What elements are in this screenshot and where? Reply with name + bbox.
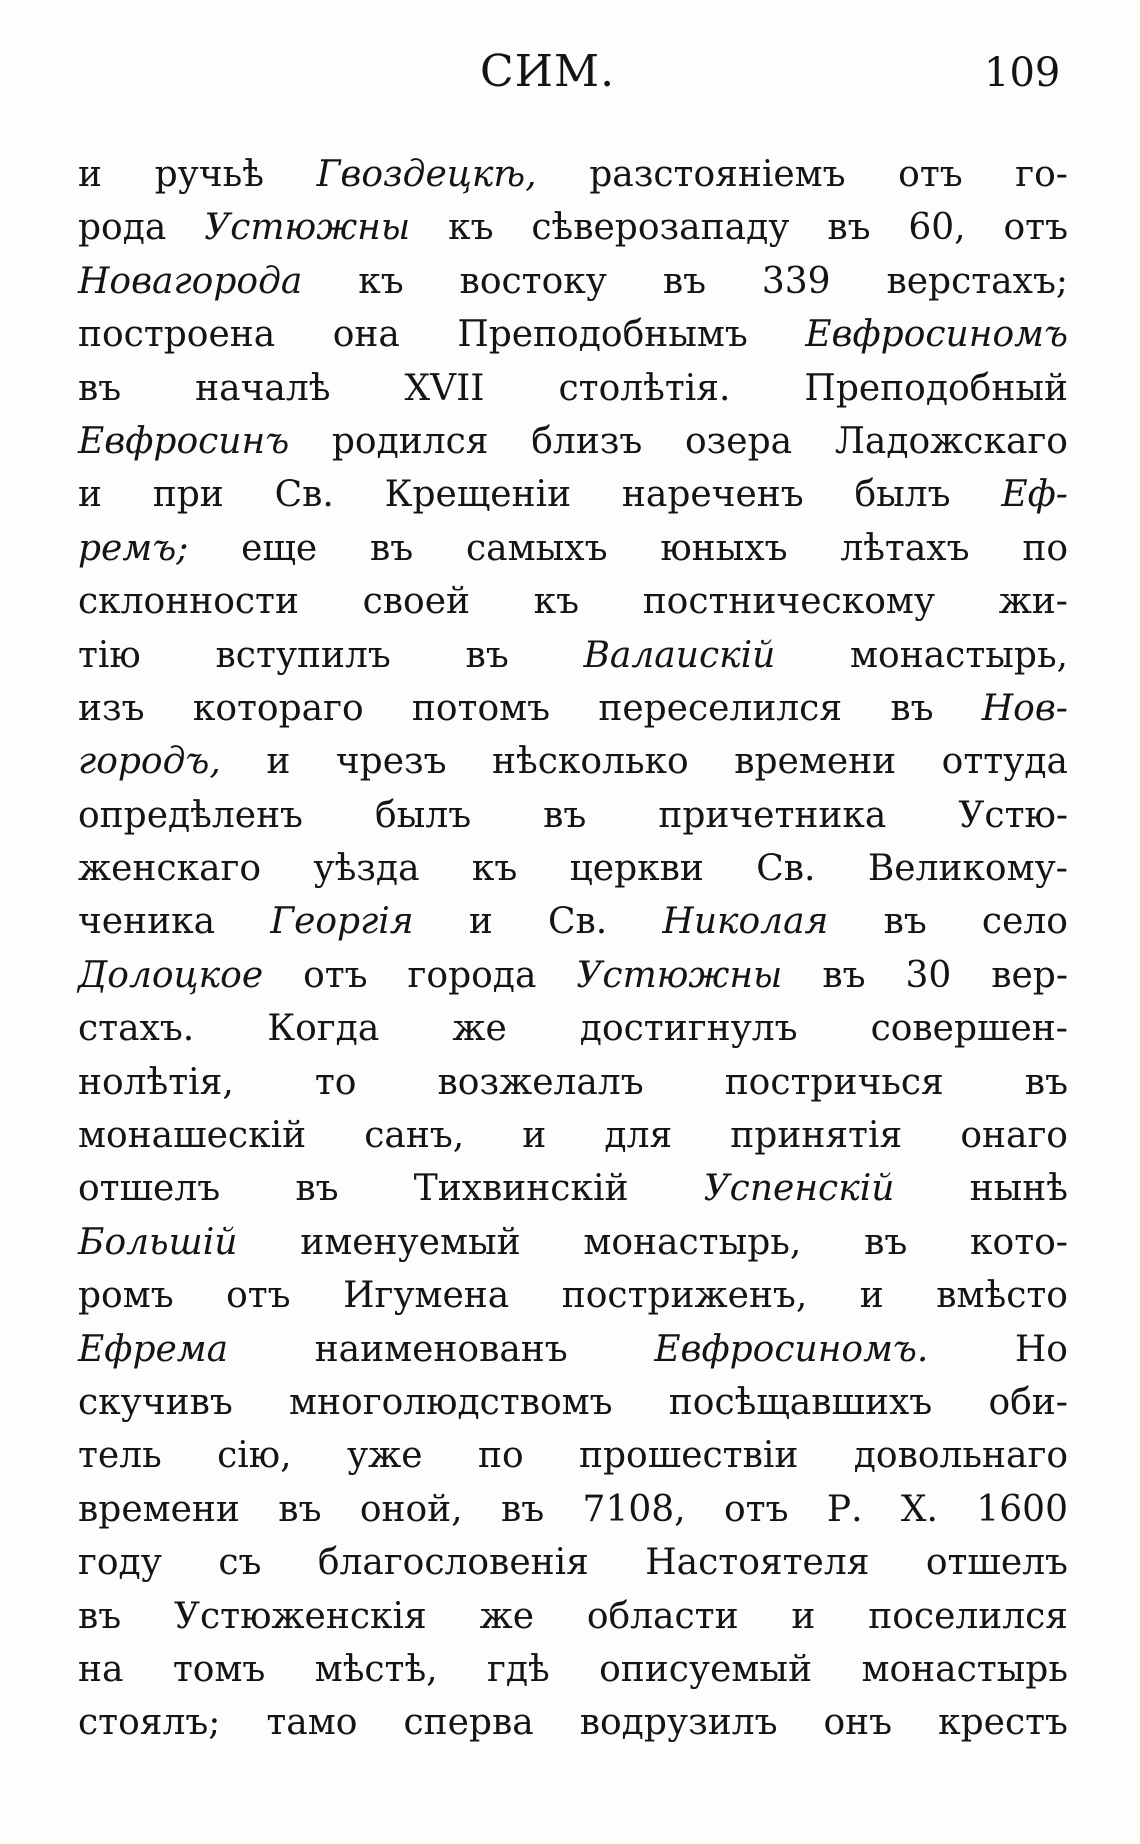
text-line	[78, 949, 1068, 1002]
italic-word: Евфросинъ	[78, 420, 290, 462]
text-line	[78, 1376, 1068, 1429]
italic-word: Долоцкое	[78, 954, 264, 996]
word: озера	[685, 420, 793, 462]
text-line	[78, 895, 1068, 948]
word: монашескій	[78, 1115, 307, 1157]
word: котораго	[192, 687, 364, 729]
word: она	[332, 314, 400, 356]
word: юныхъ	[660, 527, 788, 569]
word: Тихвинскій	[413, 1168, 629, 1210]
text-line	[78, 1536, 1068, 1589]
word: отъ	[898, 154, 963, 195]
word: онаго	[960, 1115, 1068, 1157]
word: къ	[358, 260, 404, 302]
word: монастырь,	[850, 634, 1068, 676]
word: 1600	[976, 1488, 1068, 1530]
word: стоялъ;	[78, 1702, 221, 1744]
word: въ	[465, 634, 509, 676]
word: на	[78, 1648, 124, 1690]
word: вер-	[991, 954, 1068, 996]
text-line	[78, 362, 1068, 415]
text-line	[78, 1590, 1068, 1643]
word: переселился	[598, 687, 843, 729]
word: города	[407, 954, 537, 996]
word: тамо	[266, 1702, 358, 1744]
word: церкви	[569, 848, 704, 890]
word: довольнаго	[853, 1435, 1068, 1477]
word: село	[981, 901, 1068, 943]
word: Св.	[756, 848, 816, 890]
word: ручьѣ	[154, 154, 264, 195]
text-line	[78, 1056, 1068, 1109]
word: мѣстѣ,	[314, 1648, 438, 1690]
italic-word: Большій	[78, 1221, 238, 1263]
word: и	[78, 474, 102, 516]
word: наименованъ	[314, 1328, 568, 1370]
word: поселился	[868, 1595, 1068, 1637]
word: Св.	[547, 901, 608, 943]
word: 7108,	[582, 1488, 686, 1530]
italic-word: Георгія	[270, 901, 414, 943]
word: Х.	[900, 1488, 938, 1530]
word: опредѣленъ	[78, 794, 303, 836]
italic-word: Ефрема	[78, 1328, 229, 1370]
text-line	[78, 575, 1068, 628]
word: въ	[864, 1221, 908, 1263]
word: Св.	[274, 474, 334, 516]
word: многолюдствомъ	[289, 1381, 613, 1423]
text-line	[78, 1002, 1068, 1055]
italic-word: Успенскій	[703, 1168, 895, 1210]
word: достигнулъ	[579, 1008, 798, 1050]
word: ченика	[78, 901, 216, 943]
word: Крещеніи	[384, 474, 572, 516]
word: лѣтахъ	[840, 527, 970, 569]
running-head-title: СИМ.	[480, 46, 616, 97]
word: отшелъ	[925, 1542, 1068, 1584]
word: Но	[1014, 1328, 1068, 1370]
italic-word: Устюжны	[204, 207, 411, 249]
word: же	[479, 1595, 534, 1637]
word: то	[314, 1061, 357, 1103]
word: въ	[890, 687, 934, 729]
italic-word: Валаискій	[583, 634, 776, 676]
word: Ладожскаго	[834, 420, 1068, 462]
word: оттуда	[941, 741, 1068, 783]
word: монастырь	[861, 1648, 1068, 1690]
word: нынѣ	[969, 1168, 1068, 1210]
text-line	[78, 842, 1068, 895]
word: гдѣ	[487, 1648, 550, 1690]
text-line	[78, 1323, 1068, 1376]
word: постриженъ,	[561, 1275, 808, 1317]
word: для	[604, 1115, 673, 1157]
word: нѣсколько	[492, 741, 689, 783]
word: и	[78, 154, 102, 195]
text-line	[78, 1269, 1068, 1322]
word: сперва	[403, 1702, 534, 1744]
text-line	[78, 468, 1068, 521]
word: прошествіи	[579, 1435, 799, 1477]
page-number: 109	[984, 50, 1061, 96]
word: совершен-	[870, 1008, 1068, 1050]
text-line	[78, 1483, 1068, 1536]
text-line	[78, 308, 1068, 361]
word: вмѣсто	[936, 1275, 1068, 1317]
word: женскаго	[78, 848, 262, 890]
word: онъ	[823, 1702, 893, 1744]
word: построена	[78, 314, 276, 356]
word: родился	[331, 420, 489, 462]
word: нолѣтія,	[78, 1061, 234, 1103]
text-line	[78, 682, 1068, 735]
text-line	[78, 1109, 1068, 1162]
word: тель	[78, 1435, 162, 1477]
word: крестъ	[938, 1702, 1068, 1744]
word: описуемый	[599, 1648, 813, 1690]
word: причетника	[658, 794, 887, 836]
word: къ	[471, 848, 518, 890]
word: и	[522, 1115, 547, 1157]
running-head	[0, 40, 1140, 110]
word: къ	[448, 207, 494, 249]
italic-word: Евфросиномъ.	[654, 1328, 929, 1370]
word: Игумена	[343, 1275, 510, 1317]
word: скучивъ	[78, 1381, 233, 1423]
text-line	[78, 148, 1068, 201]
word: отъ	[1003, 207, 1068, 249]
word: ромъ	[78, 1275, 174, 1317]
text-line	[78, 1216, 1068, 1269]
word: нареченъ	[621, 474, 804, 516]
italic-word: Гвоздецкѣ,	[316, 154, 537, 195]
word: рода	[78, 207, 167, 249]
word: разстояніемъ	[589, 154, 846, 195]
word: постническому	[642, 581, 936, 623]
word: верстахъ;	[886, 260, 1068, 302]
text-line	[78, 255, 1068, 308]
word: возжелалъ	[437, 1061, 644, 1103]
word: благословенія	[317, 1542, 589, 1584]
word: го-	[1015, 154, 1068, 195]
word: сѣверозападу	[531, 207, 790, 249]
word: отъ	[303, 954, 368, 996]
word: Устю-	[958, 794, 1068, 836]
italic-word: Николая	[662, 901, 829, 943]
italic-word: Евфросиномъ	[805, 314, 1068, 356]
word: 60,	[908, 207, 966, 249]
text-line	[78, 1696, 1068, 1749]
word: оби-	[988, 1381, 1068, 1423]
text-line	[78, 415, 1068, 468]
word: постричься	[724, 1061, 944, 1103]
word: принятія	[730, 1115, 903, 1157]
word: же	[452, 1008, 507, 1050]
italic-word: ремъ;	[78, 527, 189, 569]
word: Настоятеля	[645, 1542, 870, 1584]
word: вступилъ	[215, 634, 391, 676]
word: съ	[218, 1542, 262, 1584]
word: въ	[501, 1488, 545, 1530]
word: въ	[662, 260, 706, 302]
word: въ	[295, 1168, 339, 1210]
word: времени	[78, 1488, 240, 1530]
word: области	[586, 1595, 739, 1637]
word: 339	[761, 260, 831, 302]
text-line	[78, 522, 1068, 575]
word: Когда	[267, 1008, 380, 1050]
word: сію,	[217, 1435, 292, 1477]
word: Преподобный	[804, 367, 1068, 409]
word: и	[468, 901, 493, 943]
word: XVII	[404, 367, 485, 409]
text-line	[78, 789, 1068, 842]
word: Устюженскія	[174, 1595, 427, 1637]
word: отъ	[226, 1275, 291, 1317]
italic-word: Устюжны	[576, 954, 783, 996]
word: къ	[533, 581, 580, 623]
italic-word: Еф-	[1001, 474, 1068, 516]
word: и	[859, 1275, 884, 1317]
word: именуемый	[300, 1221, 521, 1263]
body-text	[78, 148, 1068, 1750]
text-line	[78, 735, 1068, 788]
word: въ	[822, 954, 866, 996]
word: близъ	[531, 420, 643, 462]
word: изъ	[78, 687, 145, 729]
word: посѣщавшихъ	[668, 1381, 933, 1423]
word: санъ,	[364, 1115, 465, 1157]
text-line	[78, 1429, 1068, 1482]
word: оной,	[359, 1488, 463, 1530]
word: въ	[543, 794, 587, 836]
word: былъ	[375, 794, 472, 836]
word: въ	[883, 901, 927, 943]
word: по	[477, 1435, 524, 1477]
word: въ	[1024, 1061, 1068, 1103]
word: отъ	[723, 1488, 789, 1530]
word: Р.	[826, 1488, 863, 1530]
word: томъ	[172, 1648, 266, 1690]
text-line	[78, 1162, 1068, 1215]
italic-word: Новагорода	[78, 260, 303, 302]
word: Преподобнымъ	[457, 314, 748, 356]
word: Великому-	[867, 848, 1068, 890]
word: еще	[241, 527, 318, 569]
word: въ	[370, 527, 414, 569]
word: уже	[346, 1435, 423, 1477]
word: и	[791, 1595, 816, 1637]
word: времени	[734, 741, 897, 783]
word: столѣтія.	[558, 367, 731, 409]
word: былъ	[854, 474, 951, 516]
word: тію	[78, 634, 141, 676]
word: году	[78, 1542, 162, 1584]
word: и	[266, 741, 291, 783]
italic-word: Нов-	[981, 687, 1068, 729]
text-line	[78, 629, 1068, 682]
word: при	[152, 474, 224, 516]
word: 30	[905, 954, 952, 996]
word: въ	[278, 1488, 322, 1530]
word: кото-	[970, 1221, 1068, 1263]
text-line	[78, 201, 1068, 254]
word: своей	[362, 581, 470, 623]
italic-word: городъ,	[78, 741, 221, 783]
word: склонности	[78, 581, 299, 623]
word: уѣзда	[313, 848, 420, 890]
word: по	[1022, 527, 1068, 569]
word: въ	[78, 1595, 122, 1637]
word: въ	[827, 207, 871, 249]
word: отшелъ	[78, 1168, 221, 1210]
word: въ	[78, 367, 122, 409]
word: чрезъ	[335, 741, 447, 783]
word: началѣ	[195, 367, 331, 409]
word: самыхъ	[466, 527, 608, 569]
text-line	[78, 1643, 1068, 1696]
word: жи-	[998, 581, 1068, 623]
word: востоку	[459, 260, 607, 302]
word: водрузилъ	[579, 1702, 778, 1744]
word: монастырь,	[583, 1221, 802, 1263]
word: стахъ.	[78, 1008, 195, 1050]
word: потомъ	[411, 687, 551, 729]
